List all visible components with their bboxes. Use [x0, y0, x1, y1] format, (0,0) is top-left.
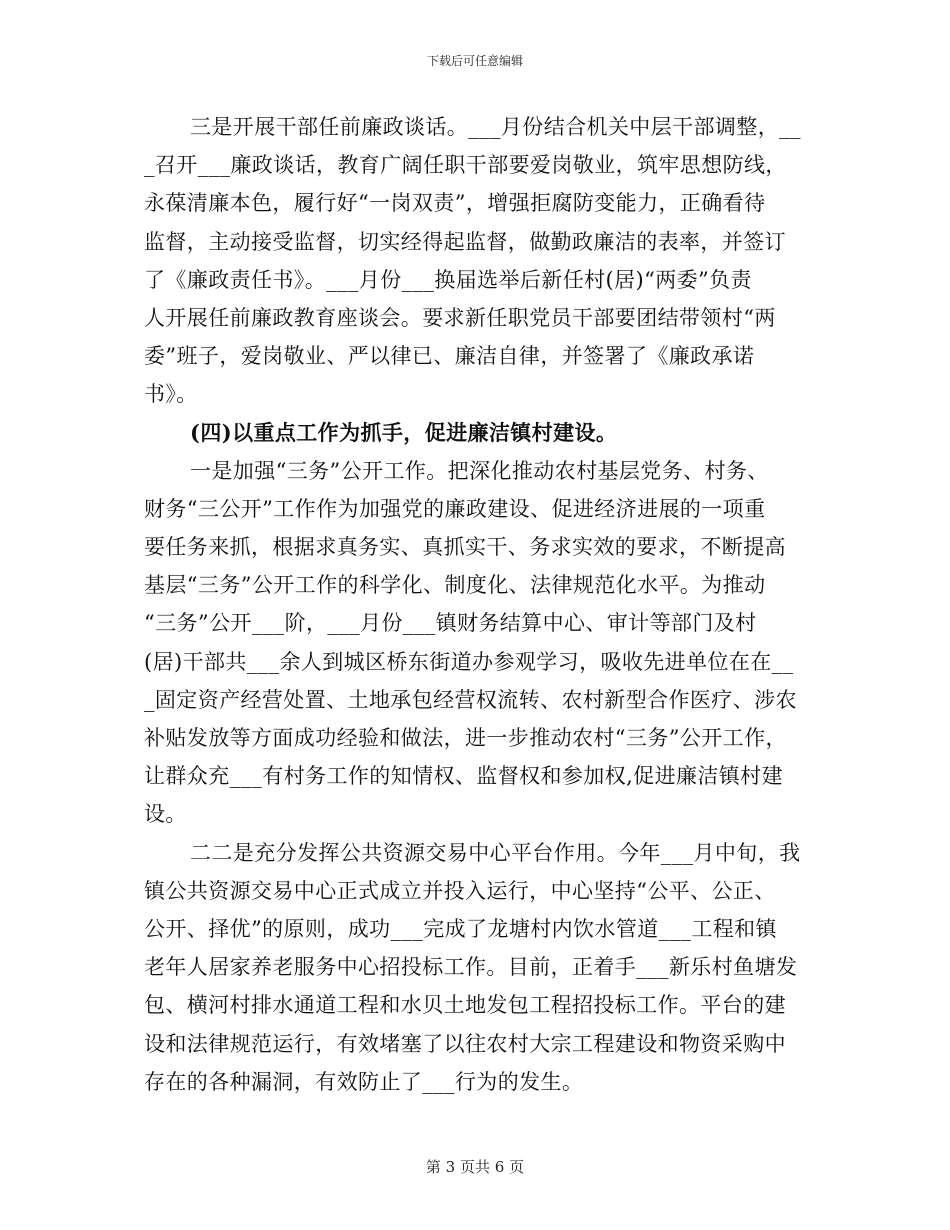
text-line: 存在的各种漏洞，有效防止了___行为的发生。	[144, 1069, 584, 1094]
text-line: 了《廉政责任书》。___月份___换届选举后新任村(居)“两委”负责	[144, 267, 752, 292]
text-line: 设和法律规范运行，有效堵塞了以往农村大宗工程建设和物资采购中	[144, 1031, 786, 1056]
text-line: 让群众充___有村务工作的知情权、监督权和参加权,促进廉洁镇村建	[144, 764, 783, 789]
text-line: 委”班子，爱岗敬业、严以律已、廉洁自律，并签署了《廉政承诺	[144, 344, 755, 369]
text-line: 补贴发放等方面成功经验和做法，进一步推动农村“三务”公开工作，	[144, 726, 787, 750]
text-line: 基层“三务”公开工作的科学化、制度化、法律规范化水平。为推动	[144, 573, 766, 598]
text-line: 设。	[144, 802, 187, 827]
text-line: 永葆清廉本色，履行好“一岗双责”，增强拒腐防变能力，正确看待	[144, 191, 766, 216]
text-line: 一是加强“三务”公开工作。把深化推动农村基层党务、村务、	[190, 458, 769, 483]
text-line: 老年人居家养老服务中心招投标工作。目前，正着手___新乐村鱼塘发	[144, 955, 798, 980]
text-line: 三是开展干部任前廉政谈话。___月份结合机关中层干部调整，__	[190, 115, 801, 139]
text-line: “三务”公开___阶，___月份___镇财务结算中心、审计等部门及村	[144, 611, 757, 636]
text-line: 书》。	[144, 382, 198, 407]
document-body	[144, 108, 806, 1101]
text-line: 镇公共资源交易中心正式成立并投入运行，中心坚持“公平、公正、	[144, 878, 776, 903]
text-line: 公开、择优”的原则，成功___完成了龙塘村内饮水管道___工程和镇	[144, 916, 777, 941]
text-line: 人开展任前廉政教育座谈会。要求新任职党员干部要团结带领村“两	[144, 305, 776, 330]
text-line: 财务“三公开”工作作为加强党的廉政建设、促进经济进展的一项重	[144, 496, 766, 521]
text-line: _召开___廉政谈话，教育广阔任职干部要爱岗敬业，筑牢思想防线，	[144, 153, 787, 178]
section-heading: (四)以重点工作为抓手，促进廉洁镇村建设。	[190, 419, 618, 445]
text-line: 包、横河村排水通道工程和水贝土地发包工程招投标工作。平台的建	[144, 993, 786, 1018]
page-header: 下载后可任意编辑	[426, 54, 523, 68]
text-line: (居)干部共___余人到城区桥东街道办参观学习，吸收先进单位在在__	[144, 649, 794, 674]
text-line: 监督，主动接受监督，切实经得起监督，做勤政廉洁的表率，并签订	[144, 229, 786, 254]
text-line: 要任务来抓，根据求真务实、真抓实干、务求实效的要求，不断提高	[144, 535, 786, 560]
page-number: 第 3 页共 6 页	[425, 1158, 525, 1176]
text-line: _固定资产经营处置、土地承包经营权流转、农村新型合作医疗、涉农	[144, 687, 797, 712]
text-line: 二二是充分发挥公共资源交易中心平台作用。今年___月中旬，我	[190, 840, 801, 865]
